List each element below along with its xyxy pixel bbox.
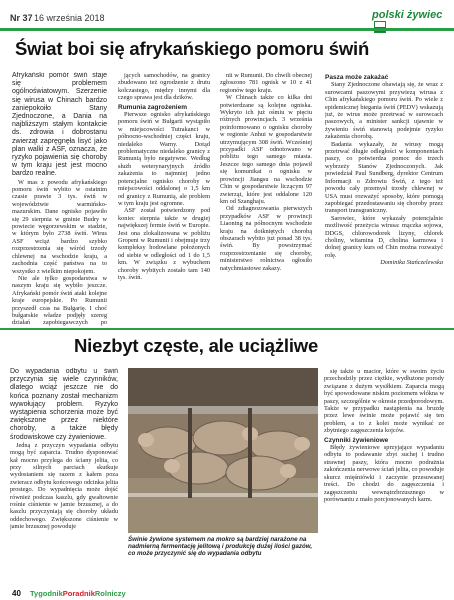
paragraph: Pierwsze ognisko afrykańskiego pomoru świń w Bułgarii wystąpiło w miejscowości Tutrakanci w północno-wschodniej części kraju, niedaleko Warny. Dotąd problematyczne niedaleko granicy z Rumunią było negatywne. Według służb weterynaryjnych źródło zakażenia to najmniej jedno potencjalne ognisko choroby w miejscowości oddalonej o 1,5 km od granicy z Rumunią, ale problem w tym kraju jest ogromne. xyxy=(118,111,210,207)
article-column-1 xyxy=(12,72,107,327)
photo-caption: Świnie żywione systemem na mokro są bardziej narażone na nadmierną fermentację jelitową i produkcję dużej ilości gazów, co może przyczynić się do wypadania odbytu xyxy=(128,536,313,558)
issue-date: 16 września 2018 xyxy=(34,13,105,23)
publication-logo xyxy=(30,589,126,598)
subheading: Rumunia zagrożeniem xyxy=(118,103,187,111)
article-column-4 xyxy=(325,72,443,327)
logo-part: Rolniczy xyxy=(94,589,126,598)
article-separator xyxy=(0,328,454,330)
paragraph: Sarowiec, które wykazały potencjalnie możliwość przeżycia wirusa: mączka sojowa, DDGS, chlorowodorek lizyny, chlorek choliny, witamina D, cholina karmowa i dolnej granicy kurs od Chin można rozważyć rolę. xyxy=(325,214,443,259)
article2-column-1 xyxy=(10,368,118,588)
paragraph: jących samochodów, na granicy zbudowano też ogrodzenie z drutu kolczastego, między innymi dla czego sprawa jest dla dzików. xyxy=(118,72,210,102)
pigs-photo xyxy=(128,368,318,533)
paragraph: Do wypadania odbytu u świń przyczynia się wiele czynników, dlatego wciąż jeszcze nie do końca poznany został mechanizm wywołujący problem. Ryzyko wystąpienia schorzenia może być zwiększone przez niektóre choroby, a także błędy środowiskowe czy żywieniowe. xyxy=(10,368,118,441)
header-rule xyxy=(0,28,454,31)
paragraph: W Chinach także co kilka dni potwierdzane są kolejne ogniska. Wykryto ich już ośmiu w pięciu różnych prowincjach. 3 września poinformowano o ognisku choroby w regionie Anhui w gospodarstwie utrzymującym 308 świń. Wcześniej przypadki ASF odnotowano w pobliżu tego samego miasta. Jeszcze tego samego dnia pojawił się komunikat o ognisku w prowincji Jiangsu na wschodzie Chin w gospodarstwie liczącym 97 zwierząt, które jest oddalone 120 km od Szanghaju. xyxy=(220,94,312,205)
article2-column-3 xyxy=(324,368,444,588)
paragraph: Jedną z przyczyn wypadania odbytu mogą być zaparcia. Trudno dysponować kał mocno przylega do ściany jelita, co przy silnych parciach skutkuje wydostaniem się razem z kałem poza zwieracz odbytu końcowego odcinka jelita prostego. Do wypadnięcia może dojść również podczas kaszlu, gdy gwałtownie rośnie ciśnienie w jamie brzusznej, a do kaszlu przyczyniają się choroby układu oddechowego. Zwiększone ciśnienie w jamie brzusznej powoduje xyxy=(10,441,118,531)
paragraph: Błędy żywieniowe sprzyjające wypadaniu odbytu to podawanie zbyt suchej i trudno strawnej paszy, która mocno podrażnia zakończenia nerwowe ściań jelita, co powoduje skurcz mięśniówki i zaczynie przesuwanej treści. Do chodzi do zagęszczenia i zagęszczeniu wewnątrzbrzusznego w porównaniu z mało porcjonowanych karm. xyxy=(324,444,444,503)
logo-part: Tygodnik xyxy=(30,589,63,598)
article-column-2 xyxy=(118,72,210,327)
paragraph: Stany Zjednoczone obawiają się, że wraz z surowcami paszowymi przywiezą wirusa z Chin afrykańskiego pomoru świń. Po wiele z epidemicznej biegania świń (PEDV) wskazują już, że wirus może przetrwać w surowcach paszowych, a minister sankcji ujawnie w żywieniu świń stanowią podejmie ryzyko zakażenia chorobą. xyxy=(325,81,443,141)
article-title: Świat boi się afrykańskiego pomoru świń xyxy=(15,38,370,59)
polish-flag-icon xyxy=(374,21,386,33)
subheading: Pasza może zakażać xyxy=(325,74,389,81)
page-number: 40 xyxy=(12,589,21,598)
paragraph: Nie ale tylko gospodarstwa w naszym kraju się wybiło jeszcze. Afrykański pomór świń ataki kolejne kraje europejskie. Po Rumunii przyszedł czas na Bułgarię. I choć bułgarskie władze podjęły szereg działań zapobiegawczych po xyxy=(12,274,107,327)
paragraph: ASF został potwierdzony pod koniec sierpnia także w drugiej największej fermie świń w Europie. Jest ona zlokalizowana w pobliżu Gropeni w Rumunii i obejmuje trzy kompleksy hodowlane położonych od siebie w odległości od 1 do 1,5 km. W związku z wybuchem choroby wybitych zostało tam 140 tys. świń. xyxy=(118,207,210,281)
paragraph: Afrykański pomór świń staje się problemem ogólnoświatowym. Szerzenie się wirusa w Chinach bardzo zaniepokoiło Stany Zjednoczone, a Dania na najbliższym stałym kontakcie ds. zdrowia i dobrostanu zwierząt zapręgnęła lisyć jako plan walki z ASF, oznacza, że ryzyko pojawienia się choroby w tym kraju jest jest mocno bardzo realne. xyxy=(12,72,107,178)
paragraph: się także u macior, które w swoim życiu przechodziły przez ciężkie, wydłużone porody związane z dużym wysiłkiem. Zaparcia mogą być spowodowane niskim poziomem włókna w paszy, szczególnie w okresie przedporodowym. Także w przypadku nastąpienia na bruzdę przez lewe świnie może pojawić się ten problem, a to z kolei może wynikać ze zbytniego zagęszczenia kojców. xyxy=(324,368,444,435)
subheading: Czynniki żywieniowe xyxy=(324,436,389,444)
pigs-photo-image xyxy=(128,368,318,533)
article-title-2: Niezbyt częste, ale uciążliwe xyxy=(74,335,319,356)
article-column-3 xyxy=(220,72,312,327)
issue-number: Nr 37 xyxy=(10,13,33,23)
paragraph: Od zdiagnozowania pierwszych przypadków ASF w prowincji Liaoning na północnym wschodzie kraju na dotkniętych chorobą obszarach wybito już ponad 38 tys. świń. By powstrzymać rozprzestrzenianie się choroby, ministerstwo rolnictwa ogłosiło natychmiastowe zakazy. xyxy=(220,205,312,272)
author-signature: Dominika Stańczelewska xyxy=(380,259,443,267)
logo-part: Poradnik xyxy=(62,589,95,598)
section-logo-text: polski żywiec xyxy=(372,9,443,21)
section-logo xyxy=(372,9,454,35)
paragraph: nii w Rumunii. Do chwili obecnej zgłoszono 781 ognisk w 10 z 41 regionów tego kraju. xyxy=(220,72,312,94)
paragraph: W mas z powodu afrykańskiego pomoru świń wybito w ostatnim czasie prawie 3 tys. świń w województwie warmińsko-mazurskim. Dane ognisko pojawiło się 29 sierpnia w gminie Budry w powiecie węgorzewskim w stadzie, w którym było 2738 świń. Wirus ASF wciąż bardzo szybko rozprzestrzenia się wśród trzody chlewnej na wschodzie kraju, a zachodnia część państwa na to wszystko z wielkim niepokojem. xyxy=(12,178,107,275)
paragraph: Badania wykazały, że wirusy mogą przetrwać długie odległości w komponentach paszy, co potwierdza pomoc do trzech wybrzeży Stanów Zjednoczonych. Jak powiedział Paul Sundberg, dyrektor Centrum Informacji o Zdrowiu Świń, z tego też powodu cały przemysł trzody chlewnej w USA musi rozważyć sposoby, które pomogą zapobiegać przedostawaniu się choroby przez transport transgraniczny. xyxy=(325,140,443,215)
